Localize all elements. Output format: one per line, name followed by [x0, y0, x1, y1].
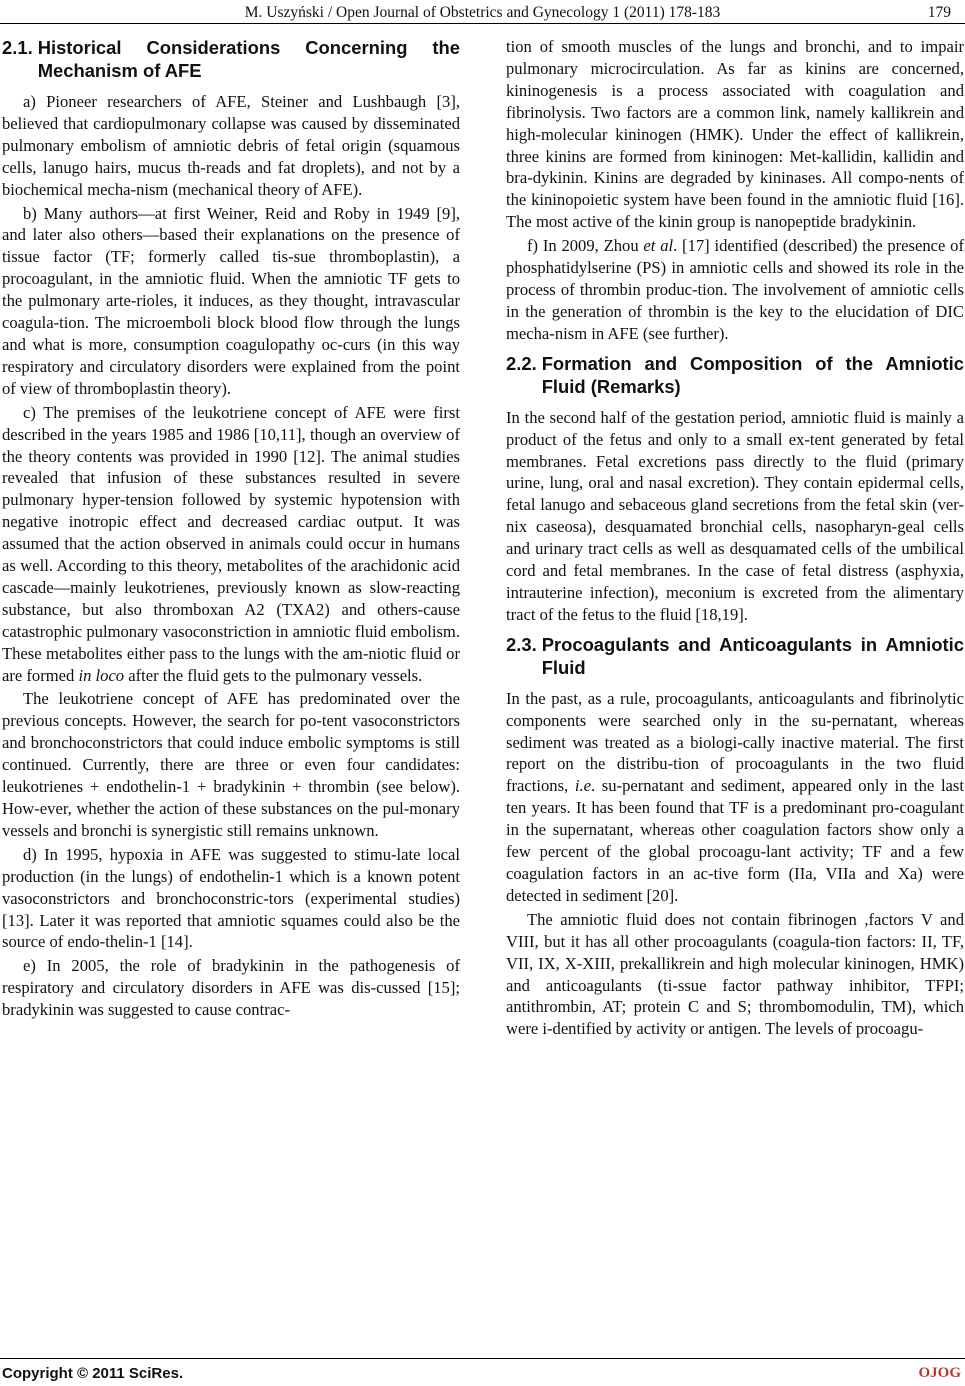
- header-rule: [0, 23, 965, 24]
- paragraph-leukotriene: The leukotriene concept of AFE has predominated over the previous concepts. However, the search for po-tent vasoconstrictors and bronchoconstrictors that could induce embolic symptoms is still continued. Currently, there are three or even four candidates: leukotrienes + endothelin-1 + bradykinin + thrombin (see below). How-ever, whether the action of these substances on the pul-monary vessels and bronchi is synergistic still remains unknown.: [2, 689, 460, 840]
- section-title: Historical Considerations Concerning the Mechanism of AFE: [37, 37, 460, 81]
- paragraph-e: e) In 2005, the role of bradykinin in the pathogenesis of respiratory and circulatory disorders in AFE was dis-cussed [15]; bradykinin was suggested to cause contrac-: [2, 956, 460, 1020]
- right-column: [506, 36, 964, 1042]
- section-heading-2-1: [2, 36, 460, 82]
- page-number: 179: [927, 4, 951, 21]
- section-number: 2.3.: [506, 633, 537, 655]
- journal-abbreviation: OJOG: [918, 1365, 961, 1381]
- paragraph-procoagulants-1: [506, 688, 964, 907]
- paragraph-amniotic-fluid: In the second half of the gestation period, amniotic fluid is mainly a product of the fetus and only to a small ex-tent generated by fetal membranes. Fetal excretions pass directly to the fluid (primary urine, lung, oral and nasal excretion). They contain epidermal cells, fetal lanugo and sebaceous gland secretions from the fetal skin (ver-nix caseosa), desquamated bronchial cells, nasopharyn-geal cells and urinary tract cells as well as desquamated cells of the umbilical cord and fetal membranes. In the case of fetal distress (asphyxia, intrauterine infection), meconium is excreted from the alimentary tract of the fetus to the fluid [18,19].: [506, 407, 964, 624]
- section-number: 2.2.: [506, 352, 537, 374]
- paragraph-b: b) Many authors—at first Weiner, Reid and Roby in 1949 [9], and later also others—based their explanations on the presence of tissue factor (TF; formerly called tis-sue thromboplastin), a procoagulant, in the amniotic fluid. When the amniotic TF gets to the pulmonary arte-rioles, it induces, as they thought, intravascular coagula-tion. The microemboli block blood flow through the lungs and what is more, consumption coagulopathy oc-curs (in this way respiratory and circulatory disorders were explained from the point of view of thromboplastin theory).: [2, 203, 460, 398]
- paragraph-procoag-start: In the past, as a rule, procoagulants, anticoagulants and fibrinolytic components were searched only in the su-pernatant, whereas sediment was treated as a biologi-cally inactive material. The first report on the distribu-tion of procoagulants in the two fluid fractions,: [506, 688, 964, 796]
- paragraph-f-start: f) In 2009, Zhou: [527, 236, 639, 256]
- paragraph-c-text: c) The premises of the leukotriene concept of AFE were first described in the years 1985 and 1986 [10,11], though an overview of the theory contents was provided in 1990 [12]. The animal studies revealed that infusion of these substances resulted in severe pulmonary hyper-tension followed by systemic hypotension with negative inotropic effect and decreased cardiac output. It was assumed that the action observed in animals could occur in humans as well. According to this theory, metabolites of the arachidonic acid cascade—mainly leukotrienes, previously known as slow-reacting substance, but also thromboxan A2 (TXA2) and others-cause catastrophic pulmonary vasoconstriction in amniotic fluid embolism. These metabolites either pass to the lungs with the am-niotic fluid or are formed: [2, 402, 460, 685]
- paragraph-c-tail: after the fluid gets to the pulmonary vessels.: [128, 665, 423, 685]
- left-column: [2, 36, 460, 1023]
- copyright-notice: Copyright © 2011 SciRes.: [2, 1365, 184, 1382]
- paragraph-c: [2, 402, 460, 687]
- paragraph-f-rest: . [17] identified (described) the presence of phosphatidylserine (PS) in amniotic cells and showed its role in the process of thrombin produc-tion. The involvement of amniotic cells in the generation of thrombin is the key to the elucidation of DIC mecha-nism in AFE (see further).: [506, 236, 965, 343]
- italic-in-loco: in loco: [78, 665, 125, 685]
- paragraph-procoag-rest: . su-pernatant and sediment, appeared only in the last ten years. It has been found that TF is a predominant pro-coagulant in the supernatant, whereas other coagulation factors show only a few percent of the global procoagu-lant activity; TF and a few coagulation factors in an ac-tive form (IIa, VIIa and Xa) were detected in sediment [20].: [506, 776, 964, 905]
- section-title: Procoagulants and Anticoagulants in Amniotic Fluid: [541, 633, 964, 678]
- paragraph-f: [506, 235, 964, 345]
- paragraph-d: d) In 1995, hypoxia in AFE was suggested to stimu-late local production (in the lungs) of endothelin-1 which is a known potent vasoconstrictors and bronchoconstric-tors (experimental studies) [13]. Later it was reported that amniotic squames could also be the source of endo-thelin-1 [14].: [2, 844, 460, 952]
- running-head: M. Uszyński / Open Journal of Obstetrics and Gynecology 1 (2011) 178-183: [244, 4, 721, 21]
- section-heading-2-3: [506, 633, 964, 679]
- section-title: Formation and Composition of the Amniotic Fluid (Remarks): [541, 352, 964, 397]
- italic-et-al: et al: [643, 236, 674, 256]
- paragraph-procoagulants-2: The amniotic fluid does not contain fibrinogen ,factors V and VIII, but it has all other procoagulants (coagula-tion factors: II, TF, VII, IX, X-XIII, prekallikrein and high molecular kininogen, HMK) and anticoagulants (ti-ssue factor pathway inhibitor, TFPI; antithrombin, AT; protein C and S; thrombomodulin, TM), which were i-dentified by activity or antigen. The levels of procoagu-: [506, 909, 964, 1039]
- paragraph-e-continuation: tion of smooth muscles of the lungs and bronchi, and to impair pulmonary microcirculation. As far as kinins are concerned, kininogenesis is a process associated with coagulation and fibrinolysis. Two factors are a common link, namely kallikrein and high-molecular kininogen (HMK). Under the effect of kallikrein, three kinins are formed from kininogen: Met-kallidin, kallidin and bra-dykinin. Kinins are degraded by kininases. All compo-nents of the kininopoietic system have been found in the amniotic fluid [16]. The most active of the kinin group is nanopeptide bradykinin.: [506, 37, 964, 232]
- section-number: 2.1.: [2, 37, 33, 58]
- footer-rule: [0, 1358, 965, 1359]
- paragraph-a: a) Pioneer researchers of AFE, Steiner and Lushbaugh [3], believed that cardiopulmonary collapse was caused by disseminated pulmonary embolism of amniotic debris of fetal origin (squamous cells, lanugo hairs, mucus th-reads and fat droplets), and not by a biochemical mecha-nism (mechanical theory of AFE).: [2, 92, 460, 199]
- italic-ie: i.e: [574, 776, 591, 796]
- section-heading-2-2: [506, 352, 964, 398]
- page-header: [0, 0, 965, 24]
